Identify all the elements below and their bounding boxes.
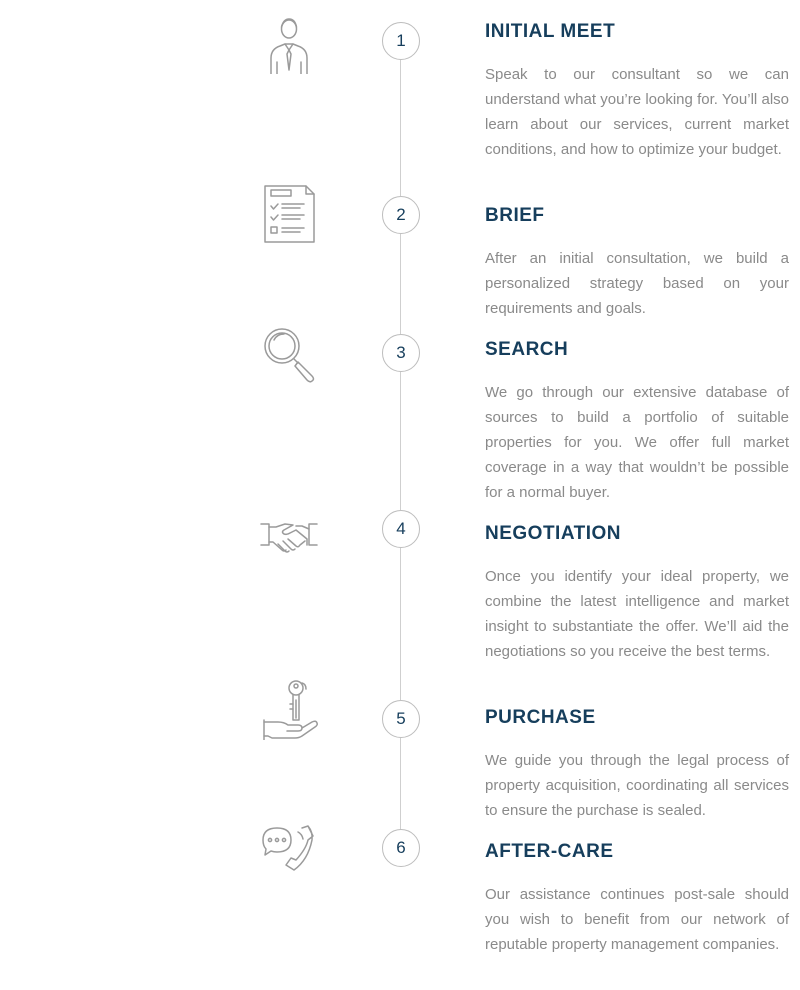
step-title: SEARCH: [485, 339, 569, 360]
step-description: Once you identify your ideal property, we combine the latest intelligence and market insight to substantiate the offer. We’ll aid the negotiations so you receive the best terms.: [485, 568, 789, 660]
step-title: BRIEF: [485, 205, 545, 226]
timeline-connector: [400, 738, 401, 830]
step-number-badge: 1: [382, 22, 420, 60]
timeline-connector: [400, 372, 401, 510]
step-description: We guide you through the legal process of property acquisition, coordinating all services to ensure the purchase is sealed.: [485, 752, 789, 819]
step-title: NEGOTIATION: [485, 523, 622, 544]
step-number-badge: 2: [382, 196, 420, 234]
step-description: Our assistance continues post-sale should you wish to benefit from our network of reputable property management companies.: [485, 886, 789, 953]
timeline-connector: [400, 548, 401, 700]
magnifier-icon: [258, 322, 320, 384]
step-number-badge: 3: [382, 334, 420, 372]
consultant-icon: [258, 12, 320, 74]
step-description: We go through our extensive database of sources to build a portfolio of suitable properties for you. We offer full market coverage in a way that wouldn’t be possible for a normal buyer.: [485, 384, 789, 501]
timeline-connector: [400, 234, 401, 334]
handshake-icon: [258, 506, 320, 568]
step-title: PURCHASE: [485, 707, 596, 728]
step-number-badge: 4: [382, 510, 420, 548]
step-description: Speak to our consultant so we can understand what you’re looking for. You’ll also learn about our services, current market conditions, and how to optimize your budget.: [485, 66, 789, 158]
step-title: INITIAL MEET: [485, 21, 616, 42]
key-in-hand-icon: [258, 678, 320, 740]
step-description: After an initial consultation, we build a personalized strategy based on your requirements and goals.: [485, 250, 789, 317]
phone-chat-icon: [258, 820, 320, 882]
timeline-connector: [400, 60, 401, 196]
step-number-badge: 5: [382, 700, 420, 738]
step-title: AFTER-CARE: [485, 841, 614, 862]
step-number-badge: 6: [382, 829, 420, 867]
checklist-icon: [258, 184, 320, 246]
